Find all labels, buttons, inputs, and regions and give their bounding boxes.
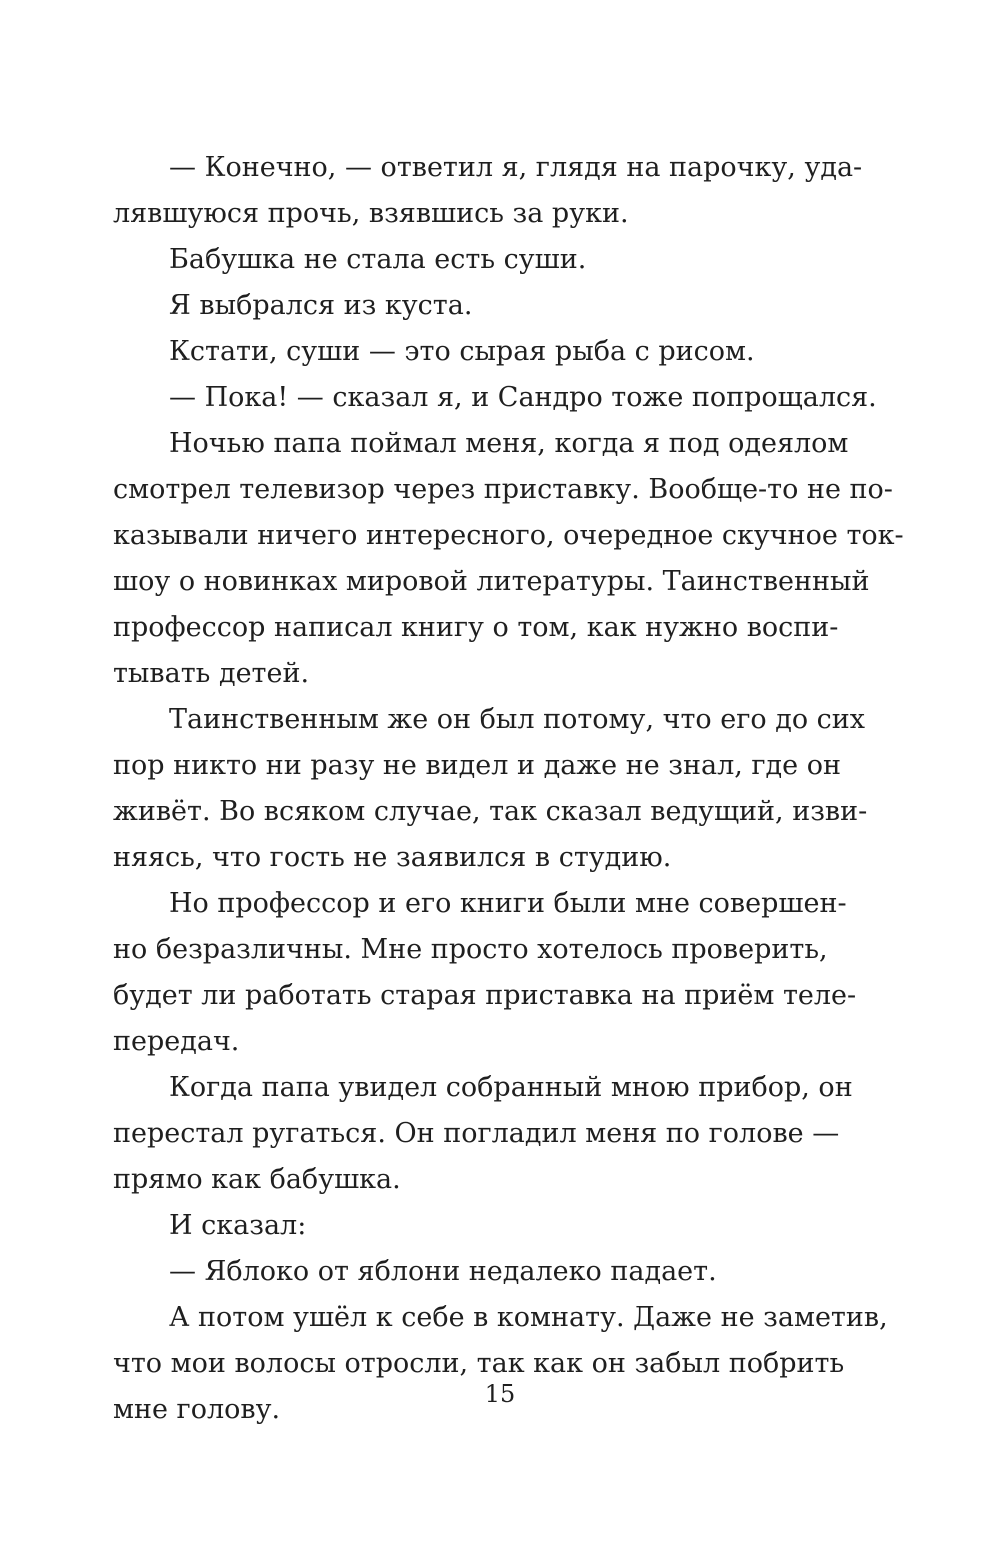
text-line: Таинственным же он был потому, что его до сих [169,704,866,735]
text-line: тывать детей. [113,658,310,689]
text-line: передач. [113,1026,240,1057]
text-line: живёт. Во всяком случае, так сказал ведущий, изви- [113,796,868,827]
text-line: Когда папа увидел собранный мною прибор, он [169,1072,853,1103]
text-line: — Яблоко от яблони недалеко падает. [169,1256,717,1287]
text-line: И сказал: [169,1210,307,1241]
text-line: будет ли работать старая приставка на приём теле- [113,980,857,1011]
text-line: Ночью папа поймал меня, когда я под одеялом [169,428,849,459]
text-line: Кстати, суши — это сырая рыба с рисом. [169,336,755,367]
text-line: А потом ушёл к себе в комнату. Даже не заметив, [169,1302,888,1333]
text-line: мне голову. [113,1394,281,1425]
text-line: смотрел телевизор через приставку. Вообще-то не по- [113,474,893,505]
text-line: Но профессор и его книги были мне совершен- [169,888,847,919]
text-line: профессор написал книгу о том, как нужно воспи- [113,612,839,643]
text-line: пор никто ни разу не видел и даже не знал, где он [113,750,841,781]
text-line: шоу о новинках мировой литературы. Таинственный [113,566,870,597]
text-line: — Конечно, — ответил я, глядя на парочку, уда- [169,152,863,183]
text-line: прямо как бабушка. [113,1164,401,1195]
page-number: 15 [484,1380,516,1408]
text-line: лявшуюся прочь, взявшись за руки. [113,198,629,229]
text-line: няясь, что гость не заявился в студию. [113,842,672,873]
text-line: но безразличны. Мне просто хотелось проверить, [113,934,828,965]
text-line: что мои волосы отросли, так как он забыл побрить [113,1348,845,1379]
text-line: казывали ничего интересного, очередное скучное ток- [113,520,904,551]
text-line: Бабушка не стала есть суши. [169,244,587,275]
text-line: Я выбрался из куста. [169,290,473,321]
text-line: перестал ругаться. Он погладил меня по голове — [113,1118,840,1149]
body-text [113,145,904,1433]
text-line: — Пока! — сказал я, и Сандро тоже попрощался. [169,382,877,413]
